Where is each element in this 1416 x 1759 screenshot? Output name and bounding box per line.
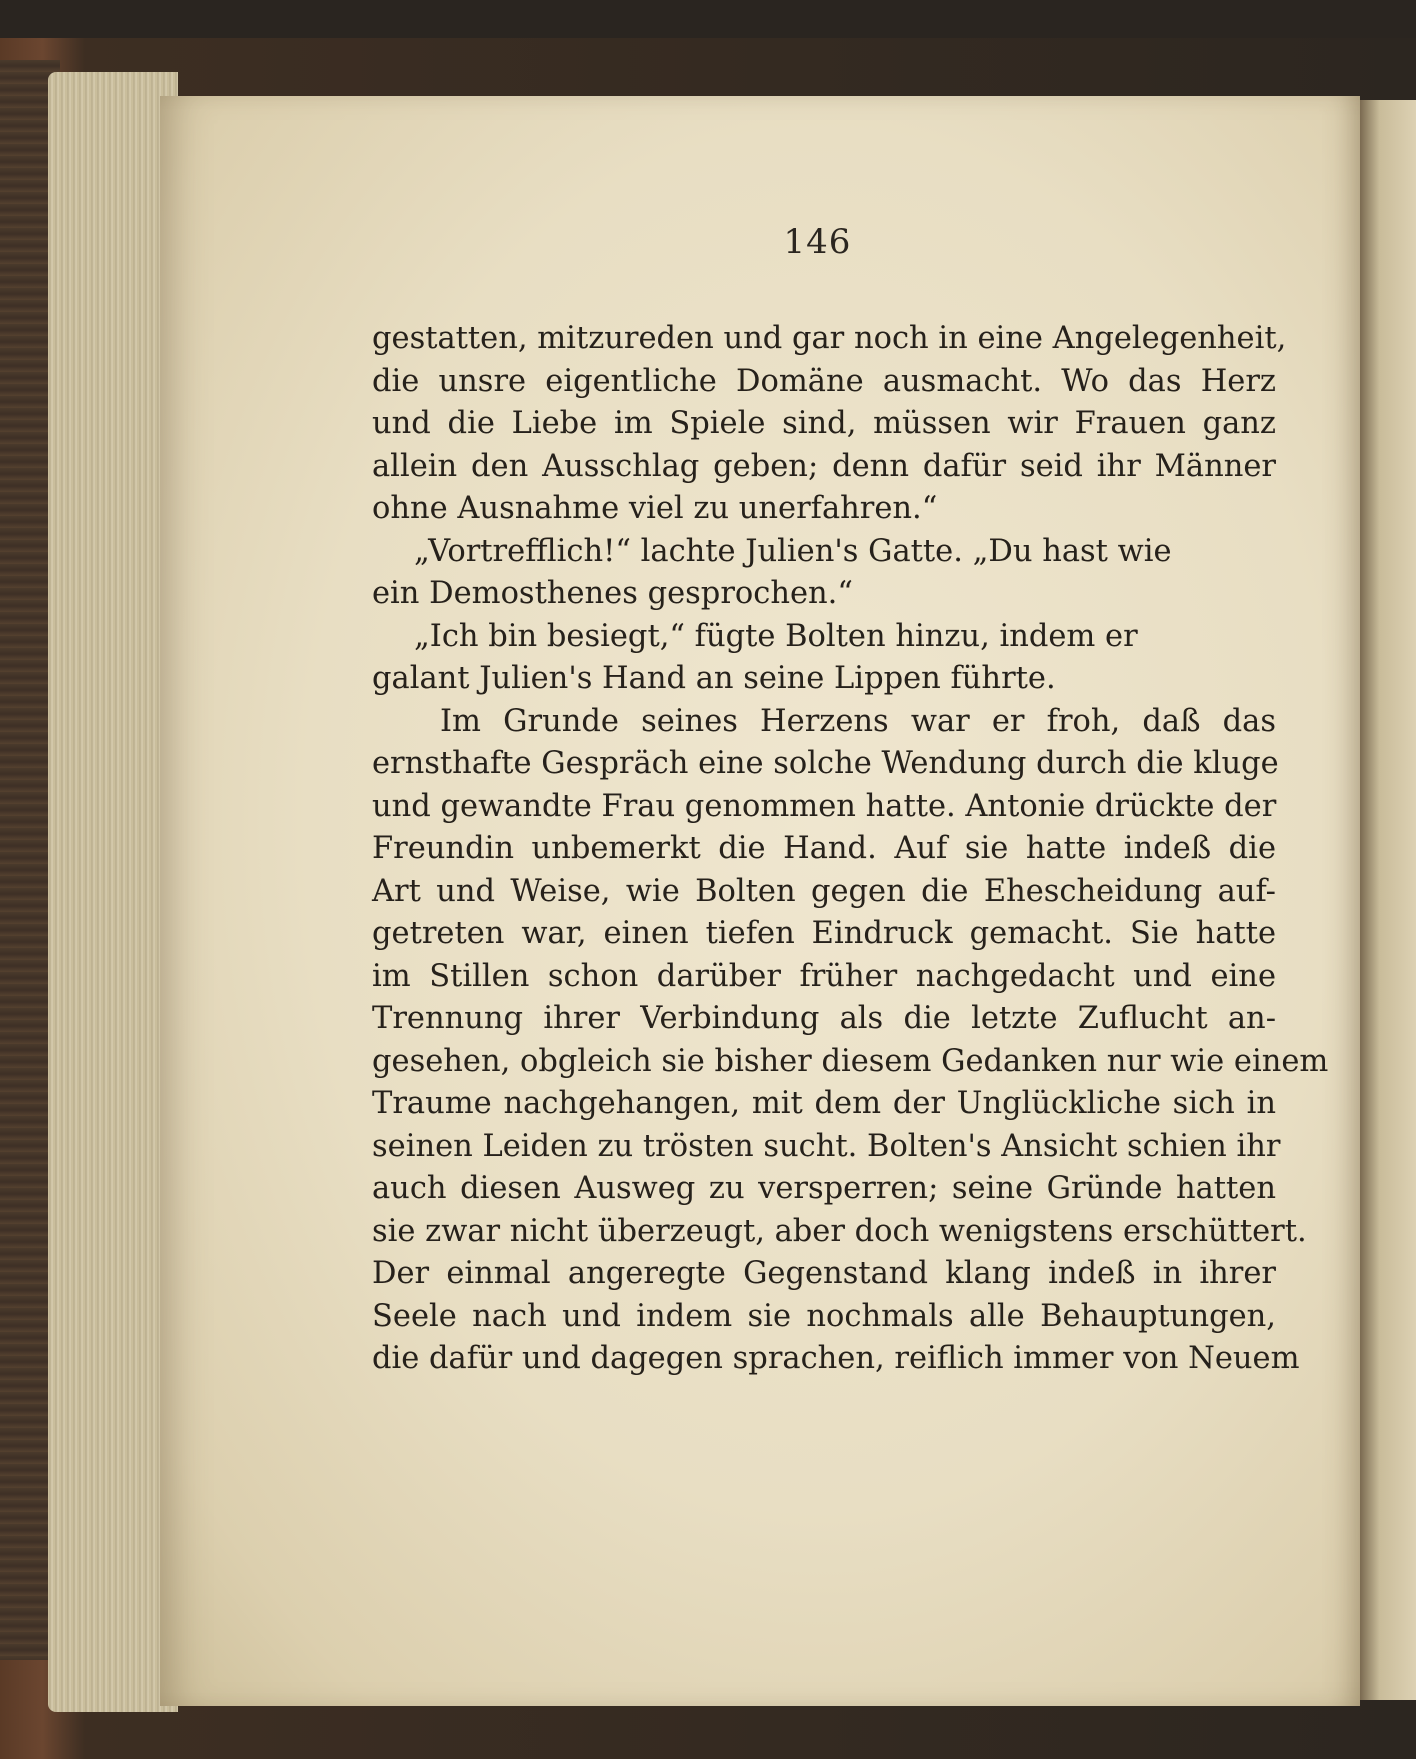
page-text bbox=[372, 318, 1329, 1381]
text-line: Der einmal angeregte Gegenstand klang indeß in ihrer bbox=[372, 1256, 1276, 1291]
text-line: galant Julien's Hand an seine Lippen führte. bbox=[372, 661, 1056, 696]
text-line: Seele nach und indem sie nochmals alle Behauptungen, bbox=[372, 1298, 1276, 1334]
page-number: 146 bbox=[783, 222, 852, 262]
text-line: und die Liebe im Spiele sind, müssen wir Frauen ganz bbox=[372, 406, 1276, 441]
page-edges bbox=[48, 72, 178, 1712]
text-line: Art und Weise, wie Bolten gegen die Ehescheidung auf- bbox=[372, 873, 1276, 909]
text-line: gesehen, obgleich sie bisher diesem Gedanken nur wie einem bbox=[372, 1043, 1329, 1079]
text-line: ein Demosthenes gesprochen.“ bbox=[372, 576, 853, 611]
text-line: allein den Ausschlag geben; denn dafür seid ihr Männer bbox=[372, 448, 1276, 484]
text-line: die dafür und dagegen sprachen, reiflich immer von Neuem bbox=[372, 1341, 1300, 1376]
text-line: Im Grunde seines Herzens war er froh, daß das bbox=[440, 703, 1276, 739]
text-line: ohne Ausnahme viel zu unerfahren.“ bbox=[372, 491, 938, 526]
text-line: getreten war, einen tiefen Eindruck gemacht. Sie hatte bbox=[372, 916, 1276, 951]
text-line: sie zwar nicht überzeugt, aber doch wenigstens erschüttert. bbox=[372, 1213, 1307, 1249]
text-line: und gewandte Frau genommen hatte. Antonie drückte der bbox=[372, 788, 1277, 824]
text-line: Traume nachgehangen, mit dem der Unglückliche sich in bbox=[372, 1086, 1276, 1121]
text-line: Trennung ihrer Verbindung als die letzte Zuflucht an- bbox=[372, 1001, 1276, 1036]
text-line: die unsre eigentliche Domäne ausmacht. Wo das Herz bbox=[372, 363, 1276, 399]
text-line: im Stillen schon darüber früher nachgedacht und eine bbox=[372, 958, 1276, 994]
text-line: gestatten, mitzureden und gar noch in eine Angelegenheit, bbox=[372, 321, 1287, 356]
text-line: ernsthafte Gespräch eine solche Wendung durch die kluge bbox=[372, 746, 1279, 781]
text-line: Freundin unbemerkt die Hand. Auf sie hatte indeß die bbox=[372, 831, 1276, 866]
text-line: „Vortrefflich!“ lachte Julien's Gatte. „Du hast wie bbox=[414, 533, 1172, 569]
text-line: auch diesen Ausweg zu versperren; seine Gründe hatten bbox=[372, 1171, 1276, 1206]
text-line: seinen Leiden zu trösten sucht. Bolten's Ansicht schien ihr bbox=[372, 1128, 1281, 1164]
facing-page-edge bbox=[1360, 100, 1416, 1700]
text-line: „Ich bin besiegt,“ fügte Bolten hinzu, indem er bbox=[414, 618, 1138, 654]
